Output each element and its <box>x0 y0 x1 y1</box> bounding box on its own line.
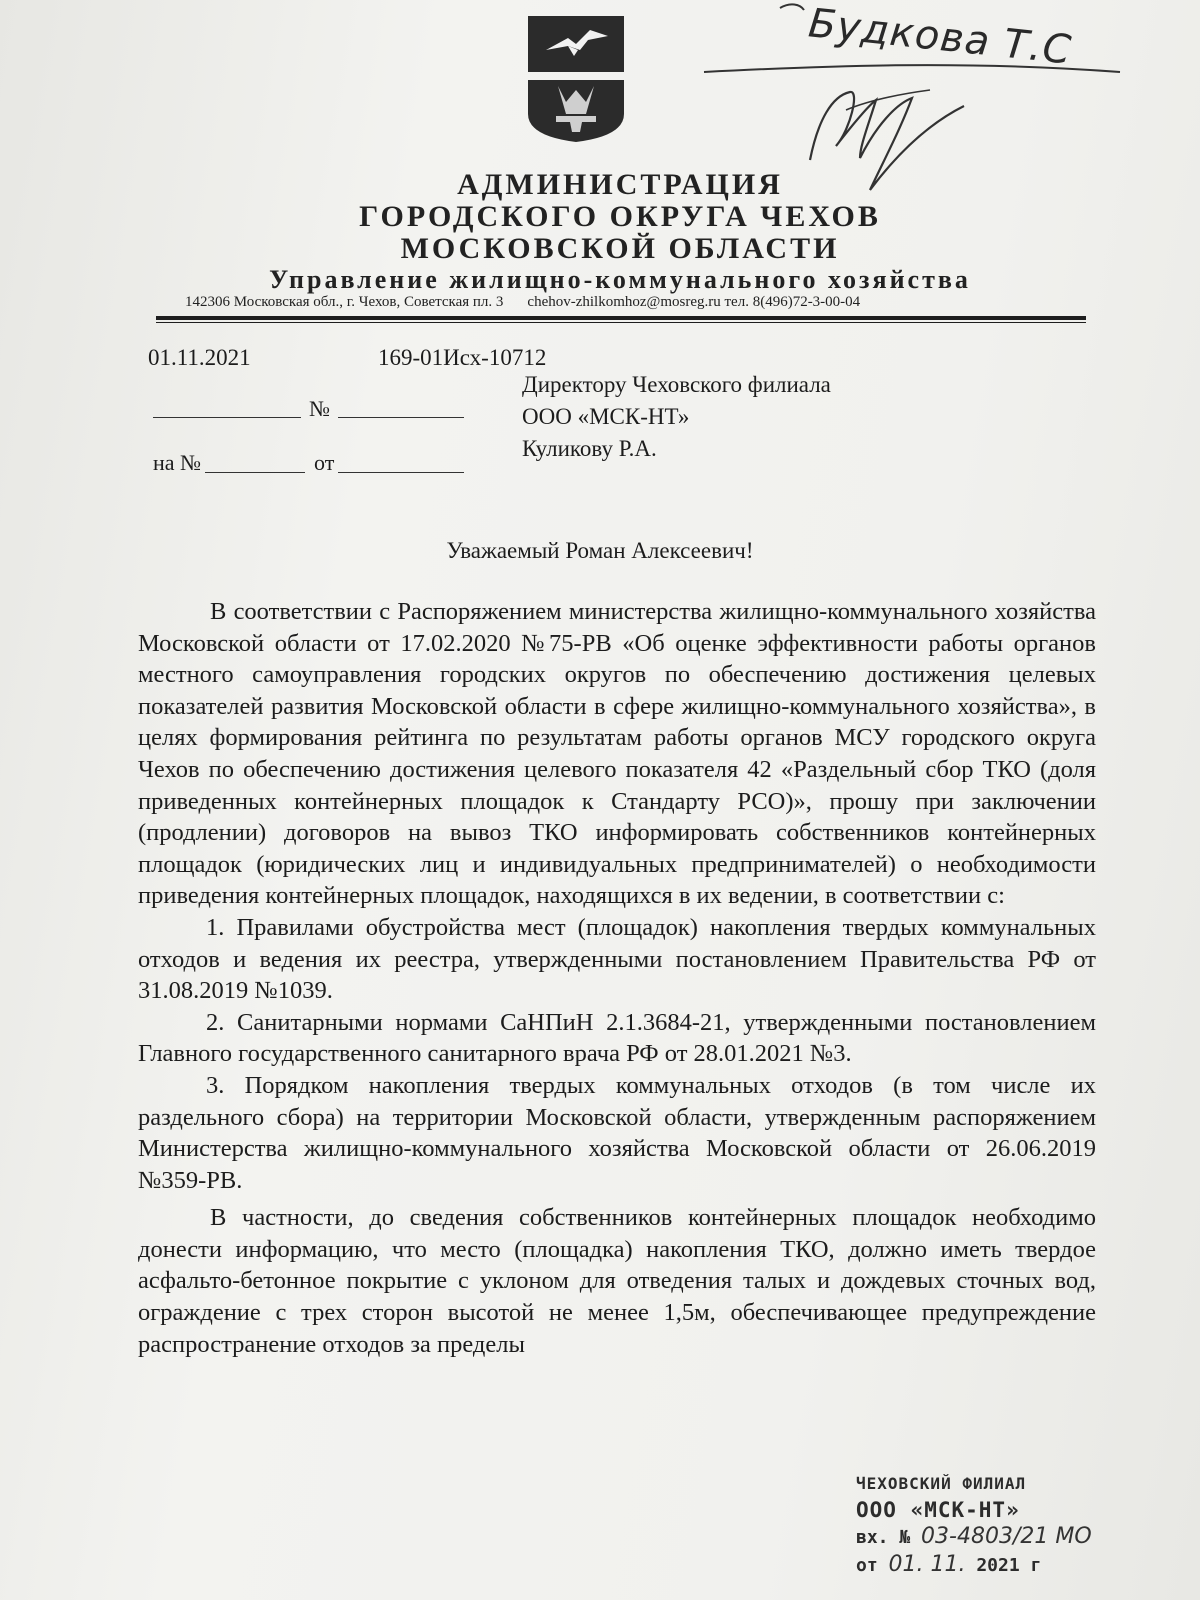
stamp-in-label: вх. № <box>856 1527 911 1548</box>
header-line-3: МОСКОВСКОЙ ОБЛАСТИ <box>400 232 840 265</box>
list-item: 1. Правилами обустройства мест (площадок) накопления твердых коммунальных отходов и ведения их реестра, утвержденными постановлением Правительства РФ от 31.08.2019 №1039. <box>138 913 1096 1005</box>
greeting: Уважаемый Роман Алексеевич! <box>446 538 754 563</box>
stamp-from-label: от <box>856 1555 878 1576</box>
header-line-1: АДМИНИСТРАЦИЯ <box>457 168 783 201</box>
body-paragraph-2: В частности, до сведения собственников контейнерных площадок необходимо донести информацию, что место (площадка) накопления ТКО, должно иметь твердое асфальто-бетонное покрытие с уклоном для отведения талых и дождевых сточных вод, ограждение с трех сторон высотой не менее 1,5м, обеспечивающее предупреждение распространение отходов за пределы <box>138 1204 1096 1358</box>
address-text: 142306 Московская обл., г. Чехов, Советская пл. 3 <box>185 294 504 310</box>
registration-number: 169-01Исх-10712 <box>378 345 547 370</box>
stamp-line-1: ЧЕХОВСКИЙ ФИЛИАЛ <box>856 1474 1027 1493</box>
body-paragraph-1: В соответствии с Распоряжением министерства жилищно-коммунального хозяйства Московской области от 17.02.2020 №75-РВ «Об оценке эффективности работы органов местного самоуправления городских округов по обеспечению достижения целевых показателей развития Московской области в сфере жилищно-коммунального хозяйства», в целях формирования рейтинга по результатам работы органов МСУ городского округа Чехов по обеспечению достижения целевого показателя 42 «Раздельный сбор ТКО (доля приведенных контейнерных площадок к Стандарту РСО)», прошу при заключении (продлении) договоров на вывоз ТКО информировать собственников контейнерных площадок (юридических лиц и индивидуальных предпринимателей) о необходимости приведения контейнерных площадок, находящихся в их ведении, в соответствии с: <box>138 598 1096 910</box>
header-line-2: ГОРОДСКОГО ОКРУГА ЧЕХОВ <box>359 200 881 233</box>
reply-from-blank-line <box>338 472 464 473</box>
addressee-line-2: ООО «МСК-НТ» <box>522 404 690 429</box>
header-divider-thick <box>156 316 1086 320</box>
stamp-line-2: ООО «МСК-НТ» <box>856 1498 1020 1522</box>
stamp-date <box>856 1552 1041 1577</box>
reply-number-label: на № <box>153 450 202 475</box>
stamp-in-number: 03-4803/21 МО <box>921 1524 1092 1549</box>
stamp-year: 2021 г <box>976 1555 1042 1576</box>
header-divider-thin <box>156 322 1086 323</box>
addressee-line-3: Куликову Р.А. <box>522 436 657 461</box>
coat-of-arms-bottom-icon <box>528 80 624 142</box>
reply-number-blank-line <box>205 472 305 473</box>
handwritten-addressee-note: Будкова Т.С <box>806 0 1074 74</box>
registration-date: 01.11.2021 <box>148 345 251 370</box>
number-blank-line <box>338 417 464 418</box>
stamp-incoming-number <box>856 1524 1092 1549</box>
letter-body <box>138 596 1096 1360</box>
date-blank-line <box>153 417 301 418</box>
number-label: № <box>309 396 330 421</box>
department-name: Управление жилищно-коммунального хозяйства <box>269 265 971 294</box>
list-item: 2. Санитарными нормами СаНПиН 2.1.3684-21, утвержденными постановлением Главного государственного санитарного врача РФ от 28.01.2021 №3. <box>138 1008 1096 1068</box>
reply-from-label: от <box>314 450 335 475</box>
addressee-line-1: Директору Чеховского филиала <box>522 372 831 397</box>
stamp-from-date: 01. 11. <box>888 1552 966 1577</box>
email-phone-text: chehov-zhilkomhoz@mosreg.ru тел. 8(496)72-3-00-04 <box>527 294 861 310</box>
contact-line <box>185 294 860 311</box>
coat-of-arms-top-icon <box>528 16 624 72</box>
list-item: 3. Порядком накопления твердых коммунальных отходов (в том числе их раздельного сбора) на территории Московской области, утвержденным распоряжением Министерства жилищно-коммунального хозяйства Московской области от 26.06.2019 №359-РВ. <box>138 1071 1096 1194</box>
